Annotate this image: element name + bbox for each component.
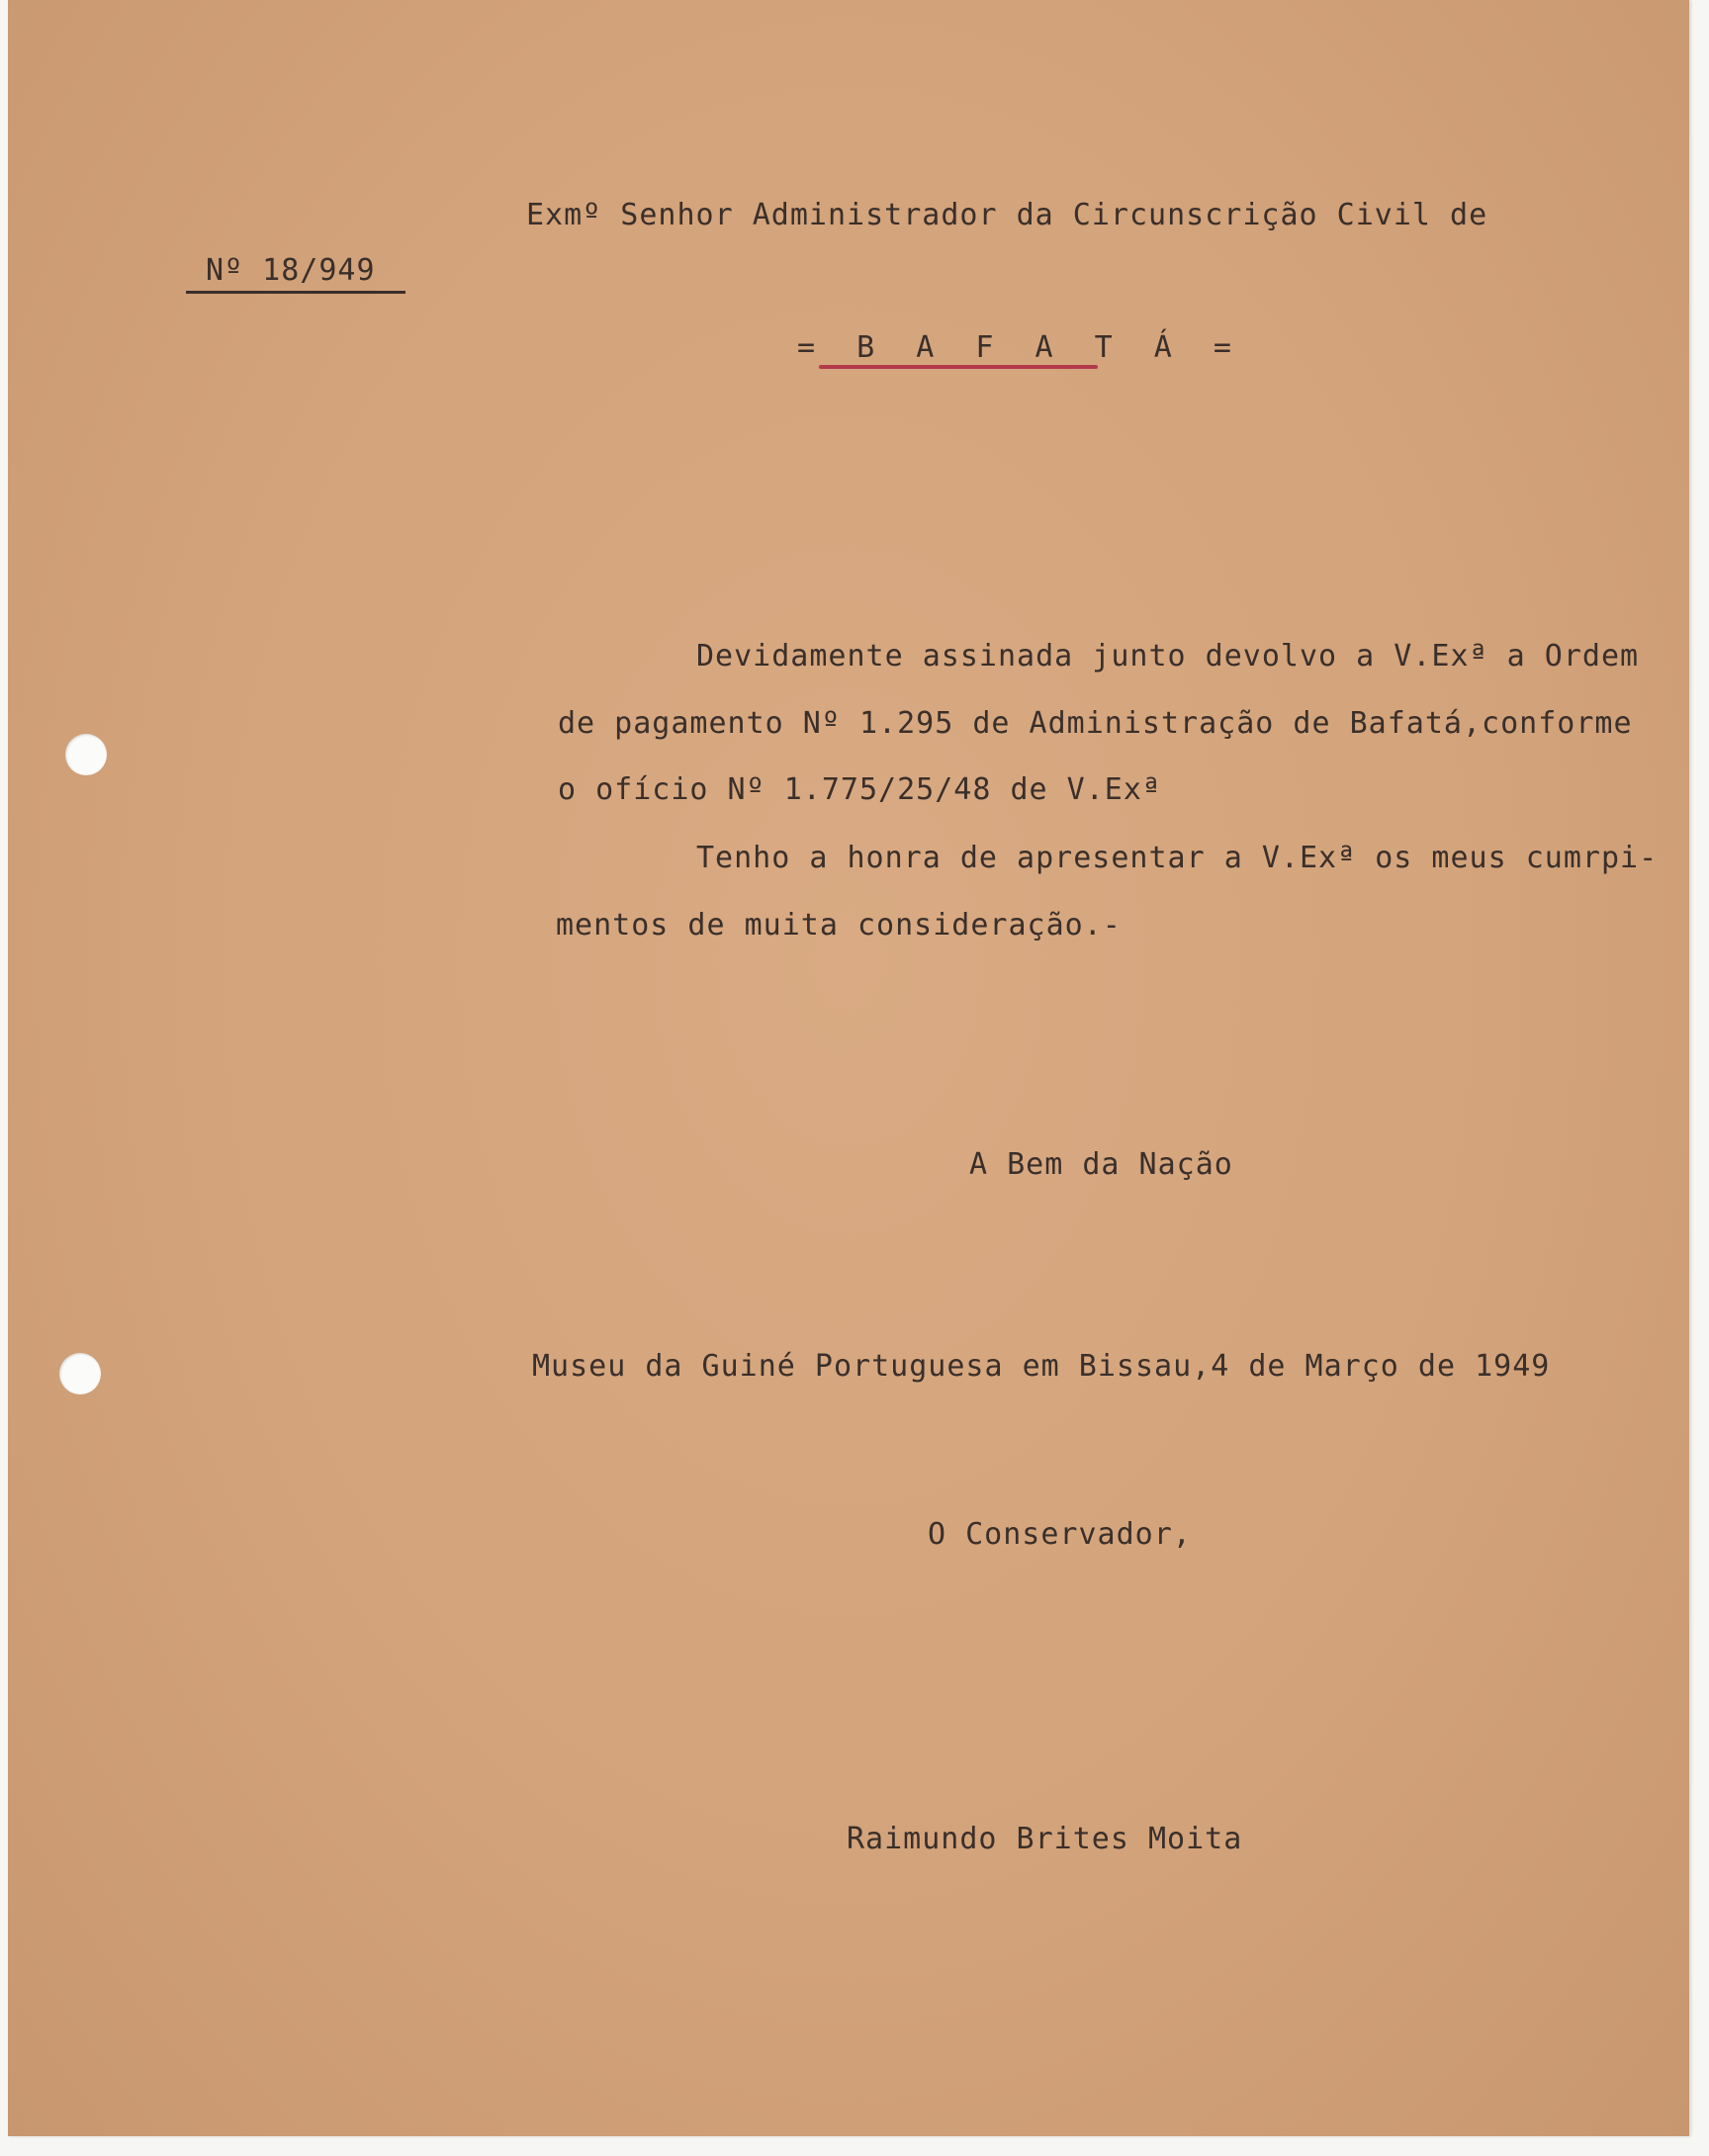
body-line-3: o ofício Nº 1.775/25/48 de V.Exª [558,772,1161,807]
place-and-date: Museu da Guiné Portuguesa em Bissau,4 de Março de 1949 [532,1349,1551,1384]
closing-salutation: A Bem da Nação [969,1147,1233,1182]
punch-hole-top [65,734,107,775]
reference-underline [186,291,405,294]
addressee-line: Exmº Senhor Administrador da Circunscrição Civil de [526,198,1488,232]
reference-number: Nº 18/949 [206,253,376,288]
body-line-4: Tenho a honra de apresentar a V.Exª os meus cumrpi- [696,841,1659,875]
body-line-5: mentos de muita consideração.- [556,908,1122,943]
body-line-1: Devidamente assinada junto devolvo a V.Exª a Ordem [696,639,1640,674]
signatory-role: O Conservador, [928,1517,1192,1552]
letter-page [8,0,1689,2136]
signatory-name: Raimundo Brites Moita [847,1822,1243,1856]
punch-hole-bottom [59,1353,101,1394]
city-heading: = B A F A T Á = [797,330,1243,365]
city-underline [819,365,1098,369]
body-line-2: de pagamento Nº 1.295 de Administração de Bafatá,conforme [558,706,1633,741]
